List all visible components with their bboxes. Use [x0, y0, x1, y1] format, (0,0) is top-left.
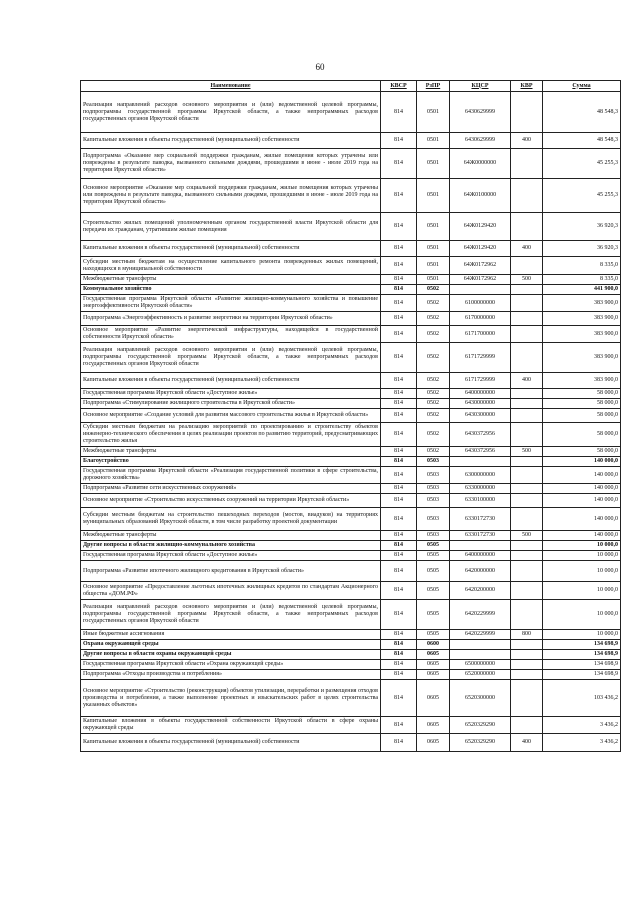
budget-table [80, 80, 621, 752]
row-kvsr: 814 [381, 717, 417, 734]
row-rzpr: 0505 [417, 541, 450, 551]
table-row [81, 312, 621, 326]
row-rzpr: 0605 [417, 680, 450, 717]
row-kvr [511, 582, 543, 600]
row-kvsr: 814 [381, 457, 417, 467]
row-sum: 3 436,2 [543, 734, 621, 752]
header-sum: Сумма [543, 81, 621, 92]
row-kcsr: 6330172730 [450, 508, 511, 531]
row-name: Подпрограмма «Энергоэффективность и развитие энергетики на территории Иркутской области» [81, 312, 381, 326]
table-row [81, 467, 621, 484]
row-name: Коммунальное хозяйство [81, 285, 381, 295]
row-sum: 140 000,0 [543, 494, 621, 508]
table-row [81, 680, 621, 717]
row-kvsr: 814 [381, 561, 417, 582]
row-rzpr: 0502 [417, 399, 450, 409]
row-rzpr: 0502 [417, 389, 450, 399]
table-row [81, 275, 621, 285]
row-kcsr: 6420000000 [450, 561, 511, 582]
row-kvr [511, 389, 543, 399]
row-sum: 3 436,2 [543, 717, 621, 734]
header-rzpr: РзПР [417, 81, 450, 92]
row-sum: 58 000,0 [543, 389, 621, 399]
row-rzpr: 0502 [417, 447, 450, 457]
table-row [81, 373, 621, 389]
row-sum: 383 900,0 [543, 312, 621, 326]
table-row [81, 257, 621, 275]
row-sum: 441 900,0 [543, 285, 621, 295]
row-kvr [511, 295, 543, 312]
table-row [81, 734, 621, 752]
row-kvr [511, 257, 543, 275]
header-kvsr: КВСР [381, 81, 417, 92]
row-kvsr: 814 [381, 447, 417, 457]
row-kvsr: 814 [381, 133, 417, 149]
row-name: Государственная программа Иркутской области «Развитие жилищно-коммунального хозяйства и повышение энергоэффективности Иркутской области» [81, 295, 381, 312]
row-kcsr: 6430629999 [450, 92, 511, 133]
row-sum: 383 900,0 [543, 295, 621, 312]
row-kcsr [450, 541, 511, 551]
row-kvr [511, 457, 543, 467]
row-kvsr: 814 [381, 389, 417, 399]
row-kvsr: 814 [381, 484, 417, 494]
row-rzpr: 0505 [417, 551, 450, 561]
table-row [81, 409, 621, 423]
row-name: Благоустройство [81, 457, 381, 467]
row-name: Межбюджетные трансферты [81, 447, 381, 457]
row-kcsr: 64Ж0100000 [450, 179, 511, 213]
row-name: Государственная программа Иркутской области «Доступное жилье» [81, 389, 381, 399]
row-kvr [511, 717, 543, 734]
row-kvr [511, 285, 543, 295]
row-name: Государственная программа Иркутской области «Реализация государственной политики в сфере строительства, дорожного хозяйства» [81, 467, 381, 484]
row-sum: 383 900,0 [543, 326, 621, 343]
row-name: Подпрограмма «Оказание мер социальной поддержки гражданам, жилые помещения которых утрачены или повреждены в результате паводка, вызванного сильными дождями, прошедшими в июне - июле 2019 года на территории Иркутской области» [81, 149, 381, 179]
row-kvr [511, 179, 543, 213]
row-sum: 8 335,0 [543, 275, 621, 285]
row-rzpr: 0501 [417, 275, 450, 285]
row-kcsr: 64Ж0000000 [450, 149, 511, 179]
table-row [81, 561, 621, 582]
row-rzpr: 0505 [417, 561, 450, 582]
row-name: Государственная программа Иркутской области «Доступное жилье» [81, 551, 381, 561]
row-kcsr: 6420229999 [450, 600, 511, 630]
row-kvsr: 814 [381, 92, 417, 133]
row-kvsr: 814 [381, 508, 417, 531]
row-kcsr: 6520300000 [450, 680, 511, 717]
row-sum: 36 920,3 [543, 213, 621, 241]
row-rzpr: 0502 [417, 343, 450, 373]
row-sum: 48 548,3 [543, 133, 621, 149]
row-rzpr: 0505 [417, 630, 450, 640]
row-name: Межбюджетные трансферты [81, 531, 381, 541]
row-name: Субсидии местным бюджетам на строительство пешеходных переходов (мостов, виадуков) на территориях муниципальных образований Иркутской области, в том числе разработку проектной документации [81, 508, 381, 531]
row-kvr [511, 561, 543, 582]
row-kvr [511, 494, 543, 508]
row-kvr [511, 149, 543, 179]
row-sum: 10 000,0 [543, 582, 621, 600]
row-sum: 10 000,0 [543, 541, 621, 551]
row-sum: 45 255,3 [543, 179, 621, 213]
row-name: Капитальные вложения в объекты государственной (муниципальной) собственности [81, 373, 381, 389]
row-kcsr: 6420200000 [450, 582, 511, 600]
row-name: Подпрограмма «Развитие ипотечного жилищного кредитования в Иркутской области» [81, 561, 381, 582]
row-kvsr: 814 [381, 551, 417, 561]
row-name: Другие вопросы в области жилищно-коммунального хозяйства [81, 541, 381, 551]
row-kcsr [450, 285, 511, 295]
row-name: Основное мероприятие «Предоставление льготных ипотечных жилищных кредитов по стандартам Акционерного общества «ДОМ.РФ» [81, 582, 381, 600]
row-kcsr: 6330172730 [450, 531, 511, 541]
table-row [81, 630, 621, 640]
table-row [81, 285, 621, 295]
row-kvr [511, 650, 543, 660]
table-row [81, 241, 621, 257]
row-sum: 10 000,0 [543, 561, 621, 582]
row-rzpr: 0503 [417, 484, 450, 494]
row-kvsr: 814 [381, 494, 417, 508]
header-kvr: КВР [511, 81, 543, 92]
row-sum: 140 000,0 [543, 531, 621, 541]
row-name: Субсидии местным бюджетам на реализацию мероприятий по проектированию и строительству объектов инженерно-технического обеспечения в целях реализации проектов по развитию территорий, предусматривающих строительство жилья [81, 423, 381, 447]
header-name: Наименование [81, 81, 381, 92]
row-kcsr: 64Ж0129420 [450, 241, 511, 257]
table-row [81, 389, 621, 399]
row-kcsr: 6520000000 [450, 670, 511, 680]
row-kvsr: 814 [381, 241, 417, 257]
row-kcsr: 6300000000 [450, 467, 511, 484]
row-kvsr: 814 [381, 409, 417, 423]
row-kvr [511, 399, 543, 409]
table-row [81, 551, 621, 561]
table-row [81, 179, 621, 213]
row-kvr: 500 [511, 531, 543, 541]
row-kcsr: 64Ж0172962 [450, 275, 511, 285]
row-kvsr: 814 [381, 312, 417, 326]
row-rzpr: 0505 [417, 582, 450, 600]
table-body [81, 92, 621, 752]
row-kvsr: 814 [381, 295, 417, 312]
row-sum: 383 900,0 [543, 373, 621, 389]
row-kvr: 500 [511, 447, 543, 457]
row-kcsr: 64Ж0129420 [450, 213, 511, 241]
row-kcsr: 6520329290 [450, 734, 511, 752]
row-name: Основное мероприятие «Строительство (реконструкция) объектов утилизации, переработки и размещения отходов производства и потребления, а также выполнение проектных и изыскательских работ в целях строительства указанных объектов» [81, 680, 381, 717]
row-kcsr: 6400000000 [450, 551, 511, 561]
row-kcsr: 6330100000 [450, 494, 511, 508]
row-name: Подпрограмма «Развитие сети искусственных сооружений» [81, 484, 381, 494]
row-kvr: 400 [511, 241, 543, 257]
row-sum: 58 000,0 [543, 423, 621, 447]
row-rzpr: 0502 [417, 409, 450, 423]
row-rzpr: 0605 [417, 717, 450, 734]
row-sum: 58 000,0 [543, 409, 621, 423]
row-rzpr: 0502 [417, 312, 450, 326]
row-kcsr: 6170000000 [450, 312, 511, 326]
row-kvr [511, 312, 543, 326]
row-rzpr: 0501 [417, 213, 450, 241]
row-name: Межбюджетные трансферты [81, 275, 381, 285]
row-kvr [511, 92, 543, 133]
row-kvr [511, 213, 543, 241]
row-kvr: 500 [511, 275, 543, 285]
row-kvr [511, 508, 543, 531]
row-kvr: 800 [511, 630, 543, 640]
table-row [81, 600, 621, 630]
row-kvr [511, 484, 543, 494]
row-kvr [511, 541, 543, 551]
row-sum: 48 548,3 [543, 92, 621, 133]
row-kvr [511, 680, 543, 717]
table-row [81, 457, 621, 467]
row-rzpr: 0605 [417, 670, 450, 680]
row-kcsr: 64Ж0172962 [450, 257, 511, 275]
table-row [81, 343, 621, 373]
row-kvr [511, 326, 543, 343]
row-kcsr: 6430372956 [450, 447, 511, 457]
table-row [81, 92, 621, 133]
row-sum: 140 000,0 [543, 508, 621, 531]
row-rzpr: 0600 [417, 640, 450, 650]
row-kvr [511, 343, 543, 373]
row-name: Реализация направлений расходов основного мероприятия и (или) ведомственной целевой программы, подпрограммы государственной программы Иркутской области, а также непрограммных расходов государственных органов Иркутской области [81, 92, 381, 133]
row-kvsr: 814 [381, 600, 417, 630]
row-kvsr: 814 [381, 373, 417, 389]
row-kvsr: 814 [381, 531, 417, 541]
page-number: 60 [315, 62, 325, 72]
row-kvsr: 814 [381, 640, 417, 650]
table-row [81, 650, 621, 660]
row-kvsr: 814 [381, 275, 417, 285]
row-name: Государственная программа Иркутской области «Охрана окружающей среды» [81, 660, 381, 670]
row-sum: 134 698,9 [543, 640, 621, 650]
row-name: Реализация направлений расходов основного мероприятия и (или) ведомственной целевой программы, подпрограммы государственной программы Иркутской области, а также непрограммных расходов государственных органов Иркутской области [81, 600, 381, 630]
table-header-row [81, 81, 621, 92]
row-name: Субсидии местным бюджетам на осуществление капитального ремонта поврежденных жилых помещений, находящихся в муниципальной собственности [81, 257, 381, 275]
row-sum: 58 000,0 [543, 399, 621, 409]
row-rzpr: 0503 [417, 494, 450, 508]
row-kcsr: 6171700000 [450, 326, 511, 343]
row-kvsr: 814 [381, 343, 417, 373]
row-sum: 383 900,0 [543, 343, 621, 373]
table-row [81, 149, 621, 179]
row-name: Капитальные вложения в объекты государственной (муниципальной) собственности [81, 734, 381, 752]
row-kcsr: 6400000000 [450, 389, 511, 399]
row-rzpr: 0501 [417, 92, 450, 133]
row-name: Охрана окружающей среды [81, 640, 381, 650]
row-kvsr: 814 [381, 399, 417, 409]
table-row [81, 399, 621, 409]
row-kvsr: 814 [381, 650, 417, 660]
row-kvsr: 814 [381, 213, 417, 241]
row-kvr [511, 409, 543, 423]
row-kvsr: 814 [381, 734, 417, 752]
row-rzpr: 0605 [417, 734, 450, 752]
row-name: Основное мероприятие «Создание условий для развития массового строительства жилья в Иркутской области» [81, 409, 381, 423]
row-rzpr: 0501 [417, 241, 450, 257]
row-rzpr: 0503 [417, 467, 450, 484]
row-kvsr: 814 [381, 541, 417, 551]
row-name: Строительство жилых помещений уполномоченным органом государственной власти Иркутской области для передачи их гражданам, утратившим жилые помещения [81, 213, 381, 241]
row-name: Реализация направлений расходов основного мероприятия и (или) ведомственной целевой программы, подпрограммы государственной программы Иркутской области, а также непрограммных расходов государственных органов Иркутской области [81, 343, 381, 373]
table-row [81, 531, 621, 541]
row-kcsr [450, 640, 511, 650]
row-kvsr: 814 [381, 582, 417, 600]
row-kvsr: 814 [381, 670, 417, 680]
row-sum: 8 335,0 [543, 257, 621, 275]
row-kcsr [450, 457, 511, 467]
row-sum: 134 698,9 [543, 670, 621, 680]
row-name: Капитальные вложения в объекты государственной собственности Иркутской области в сфере охраны окружающей среды [81, 717, 381, 734]
row-kvr [511, 640, 543, 650]
table-row [81, 213, 621, 241]
row-sum: 134 698,9 [543, 650, 621, 660]
row-rzpr: 0502 [417, 326, 450, 343]
row-kvr [511, 467, 543, 484]
row-name: Подпрограмма «Отходы производства и потребления» [81, 670, 381, 680]
table-row [81, 447, 621, 457]
row-kvr: 400 [511, 373, 543, 389]
row-kcsr: 6430000000 [450, 399, 511, 409]
row-rzpr: 0501 [417, 179, 450, 213]
row-name: Основное мероприятие «Строительство искусственных сооружений на территории Иркутской области» [81, 494, 381, 508]
row-rzpr: 0501 [417, 149, 450, 179]
row-kvsr: 814 [381, 257, 417, 275]
row-kcsr: 6330000000 [450, 484, 511, 494]
row-rzpr: 0501 [417, 257, 450, 275]
row-sum: 10 000,0 [543, 630, 621, 640]
row-kcsr: 6430300000 [450, 409, 511, 423]
row-name: Подпрограмма «Стимулирование жилищного строительства в Иркутской области» [81, 399, 381, 409]
row-kvr [511, 551, 543, 561]
row-kvsr: 814 [381, 660, 417, 670]
budget-table-container [80, 80, 620, 752]
row-kvsr: 814 [381, 326, 417, 343]
table-row [81, 133, 621, 149]
row-sum: 58 000,0 [543, 447, 621, 457]
row-kvr [511, 670, 543, 680]
row-sum: 140 000,0 [543, 467, 621, 484]
row-kvr [511, 600, 543, 630]
table-row [81, 640, 621, 650]
table-row [81, 326, 621, 343]
row-kvr [511, 423, 543, 447]
row-sum: 36 920,3 [543, 241, 621, 257]
row-name: Основное мероприятие «Оказание мер социальной поддержки гражданам, жилые помещения которых утрачены или повреждены в результате паводка, вызванного сильными дождями, прошедшими в июне - июле 2019 года на территории Иркутской области» [81, 179, 381, 213]
row-rzpr: 0505 [417, 600, 450, 630]
row-rzpr: 0605 [417, 650, 450, 660]
row-kcsr: 6171729999 [450, 373, 511, 389]
row-name: Иные бюджетные ассигнования [81, 630, 381, 640]
table-row [81, 508, 621, 531]
header-kcsr: КЦСР [450, 81, 511, 92]
row-kvsr: 814 [381, 423, 417, 447]
row-rzpr: 0502 [417, 285, 450, 295]
row-kvsr: 814 [381, 285, 417, 295]
table-row [81, 484, 621, 494]
row-kcsr: 6500000000 [450, 660, 511, 670]
row-rzpr: 0502 [417, 373, 450, 389]
row-kcsr: 6520329290 [450, 717, 511, 734]
row-kcsr: 6171729999 [450, 343, 511, 373]
row-sum: 134 698,9 [543, 660, 621, 670]
row-kvsr: 814 [381, 680, 417, 717]
row-rzpr: 0502 [417, 295, 450, 312]
row-kvr [511, 660, 543, 670]
table-row [81, 423, 621, 447]
table-row [81, 582, 621, 600]
row-sum: 140 000,0 [543, 457, 621, 467]
row-sum: 10 000,0 [543, 551, 621, 561]
table-row [81, 670, 621, 680]
row-sum: 103 436,2 [543, 680, 621, 717]
row-kcsr: 6420229999 [450, 630, 511, 640]
row-kvsr: 814 [381, 467, 417, 484]
row-kvsr: 814 [381, 179, 417, 213]
row-kcsr: 6100000000 [450, 295, 511, 312]
row-kcsr [450, 650, 511, 660]
row-rzpr: 0503 [417, 531, 450, 541]
row-rzpr: 0605 [417, 660, 450, 670]
row-kcsr: 6430629999 [450, 133, 511, 149]
table-row [81, 717, 621, 734]
table-row [81, 295, 621, 312]
row-name: Другие вопросы в области охраны окружающей среды [81, 650, 381, 660]
row-rzpr: 0501 [417, 133, 450, 149]
row-kvsr: 814 [381, 630, 417, 640]
row-name: Капитальные вложения в объекты государственной (муниципальной) собственности [81, 133, 381, 149]
row-kvr: 400 [511, 734, 543, 752]
row-sum: 10 000,0 [543, 600, 621, 630]
row-rzpr: 0503 [417, 508, 450, 531]
row-name: Капитальные вложения в объекты государственной (муниципальной) собственности [81, 241, 381, 257]
row-kcsr: 6430372956 [450, 423, 511, 447]
table-row [81, 494, 621, 508]
table-row [81, 660, 621, 670]
row-rzpr: 0502 [417, 423, 450, 447]
row-kvr: 400 [511, 133, 543, 149]
table-row [81, 541, 621, 551]
row-kvsr: 814 [381, 149, 417, 179]
row-sum: 45 255,3 [543, 149, 621, 179]
row-sum: 140 000,0 [543, 484, 621, 494]
row-name: Основное мероприятие «Развитие энергетической инфраструктуры, находящейся в государственной собственности Иркутской области» [81, 326, 381, 343]
row-rzpr: 0503 [417, 457, 450, 467]
